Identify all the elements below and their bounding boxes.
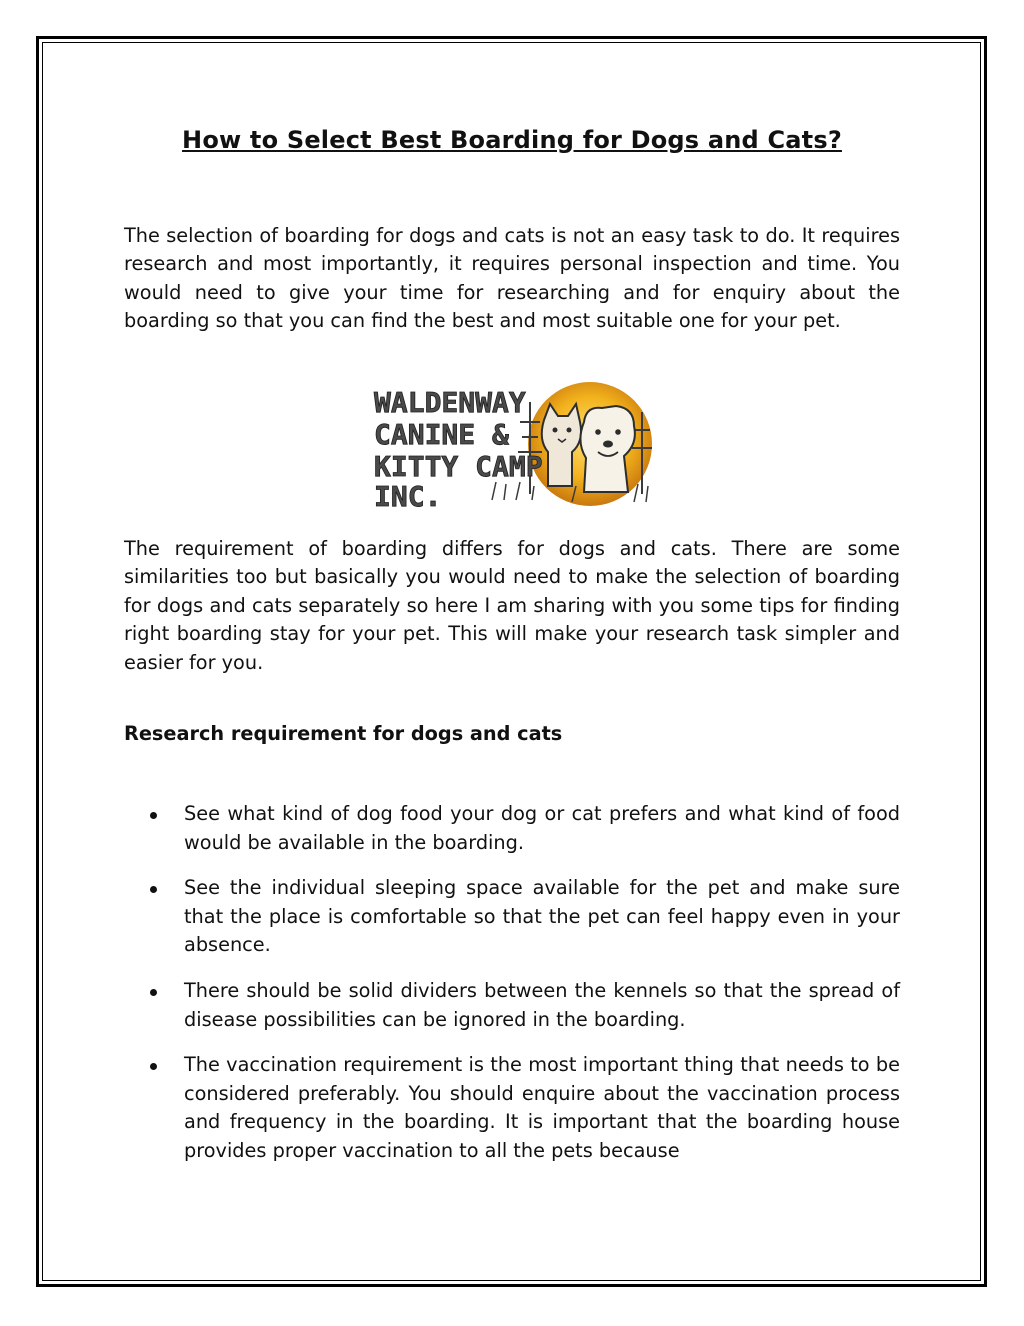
bullet-dot-icon [150, 989, 157, 996]
section-heading: Research requirement for dogs and cats [124, 722, 563, 745]
logo-line-2: CANINE & [374, 418, 509, 451]
document-title: How to Select Best Boarding for Dogs and Cats? [182, 126, 842, 154]
logo-line-4: INC. [374, 480, 442, 512]
bullet-dot-icon [150, 1063, 157, 1070]
bullet-item [124, 1051, 900, 1165]
bullet-text: There should be solid dividers between the kennels so that the spread of disease possibilities can be ignored in the boarding. [184, 978, 900, 1031]
logo-line-1: WALDENWAY [374, 386, 526, 419]
bullet-text: See what kind of dog food your dog or cat prefers and what kind of food would be available in the boarding. [184, 802, 900, 854]
second-paragraph: The requirement of boarding differs for dogs and cats. There are some similarities too but basically you would need to make the selection of boarding for dogs and cats separately so here I am sharing with you some tips for finding right boarding stay for your pet. This will make your research task simpler and easier for you. [124, 537, 900, 674]
bullet-item [124, 977, 900, 1034]
bullet-item [124, 874, 900, 960]
bullet-text: The vaccination requirement is the most important thing that needs to be considered preferably. You should enquire about the vaccination process and frequency in the boarding. It is important that the boarding house provides proper vaccination to all the pets because [184, 1053, 900, 1162]
bullet-dot-icon [150, 812, 157, 819]
logo-dog [580, 406, 634, 492]
bullet-dot-icon [150, 886, 157, 893]
intro-paragraph: The selection of boarding for dogs and cats is not an easy task to do. It requires research and most importantly, it requires personal inspection and time. You would need to give your time for researching and for enquiry about the boarding so that you can find the best and most suitable one for your pet. [124, 224, 900, 333]
bullet-text: See the individual sleeping space available for the pet and make sure that the place is comfortable so that the pet can feel happy even in your absence. [184, 876, 900, 957]
logo-line-3: KITTY CAMP [374, 450, 543, 483]
research-bullet-list [124, 800, 900, 1166]
waldenway-logo [372, 382, 656, 512]
bullet-item [124, 800, 900, 857]
